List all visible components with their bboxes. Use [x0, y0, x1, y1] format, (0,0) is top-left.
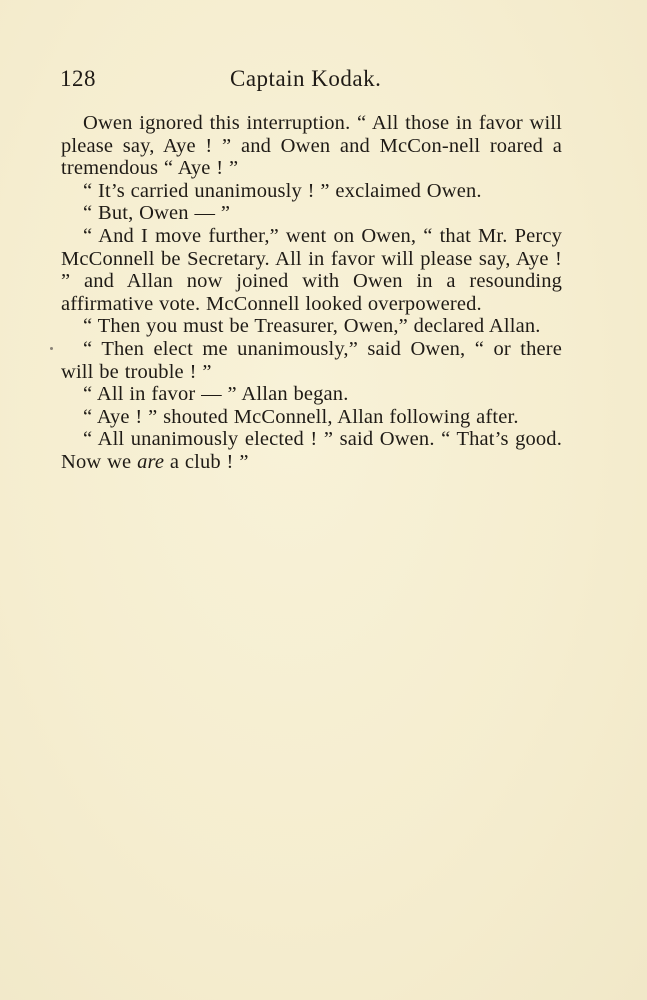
emphasis-word: are — [137, 450, 165, 473]
paper-speck — [50, 347, 53, 350]
paragraph: “ Then you must be Treasurer, Owen,” declared Allan. — [83, 315, 541, 338]
page-number: 128 — [60, 66, 96, 91]
paragraph: “ All in favor — ” Allan began. — [83, 383, 349, 406]
body-text — [61, 112, 562, 474]
paragraph: Owen ignored this interruption. “ All those in favor will please say, Aye ! ” and Owen and McCon-nell roared a tremendous “ Aye ! ” — [61, 112, 562, 180]
paragraph: “ Then elect me unanimously,” said Owen, “ or there will be trouble ! ” — [61, 337, 562, 383]
paragraph: “ And I move further,” went on Owen, “ that Mr. Percy McConnell be Secretary. All in favor will please say, Aye ! ” and Allan now joined with Owen in a resounding affirmative vote. McConnell looked overpowered. — [61, 224, 562, 315]
running-head — [60, 66, 570, 96]
paragraph: “ Aye ! ” shouted McConnell, Allan following after. — [83, 405, 519, 428]
paragraph: “ It’s carried unanimously ! ” exclaimed Owen. — [83, 179, 482, 202]
paragraph: “ All unanimously elected ! ” said Owen. “ That’s good. Now we are a club ! ” — [61, 428, 562, 473]
paragraph: “ But, Owen — ” — [83, 202, 231, 225]
running-title: Captain Kodak. — [230, 66, 382, 91]
